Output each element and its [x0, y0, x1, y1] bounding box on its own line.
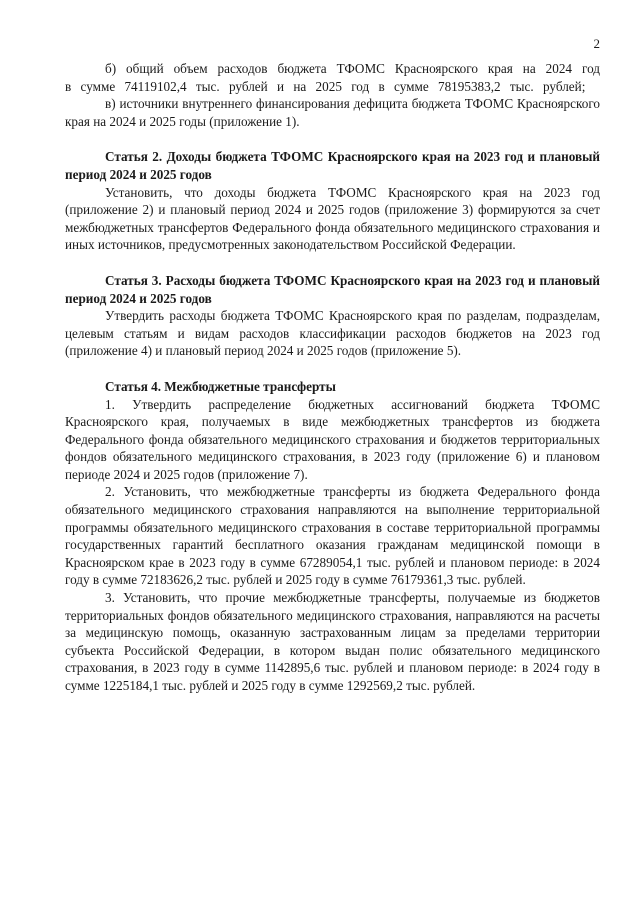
article-4-paragraph-2: 2. Установить, что межбюджетные трансферты из бюджета Федерального фонда обязательного медицинского страхования направляются на выполнение территориальной программы обязательного медицинского страхования в составе территориальной программы государственных гарантий бесплатного оказания гражданам медицинской помощи в Красноярском крае в 2023 году в сумме 67289054,1 тыс. рублей и плановом периоде: в 2024 году в сумме 72183626,2 тыс. рублей и 2025 году в сумме 76179361,3 тыс. рублей. [65, 484, 600, 588]
document-body [65, 60, 600, 695]
article-4 [65, 378, 600, 695]
article-4-paragraph-1: 1. Утвердить распределение бюджетных ассигнований бюджета ТФОМС Красноярского края, получаемых в виде межбюджетных трансфертов из бюджета Федерального фонда обязательного медицинского страхования и бюджетов территориальных фондов обязательного медицинского страхования, в 2023 году (приложение 6) и плановом периоде 2024 и 2025 годов (приложение 7). [65, 396, 600, 482]
intro-item-b: б) общий объем расходов бюджета ТФОМС Красноярского края на 2024 год в сумме 74119102,4 тыс. рублей и на 2025 год в сумме 78195383,2 тыс. рублей; [65, 61, 600, 94]
article-2-paragraph: Установить, что доходы бюджета ТФОМС Красноярского края на 2023 год (приложение 2) и плановый период 2024 и 2025 годов (приложение 3) формируются за счет межбюджетных трансфертов Федерального фонда обязательного медицинского страхования и иных источников, предусмотренных законодательством Российской Федерации. [65, 184, 600, 253]
article-2-title: Статья 2. Доходы бюджета ТФОМС Красноярского края на 2023 год и плановый период 2024 и 2025 годов [65, 149, 600, 182]
article-4-title: Статья 4. Межбюджетные трансферты [105, 378, 336, 394]
article-2 [65, 148, 600, 254]
page-number: 2 [593, 36, 600, 51]
article-4-paragraph-3: 3. Установить, что прочие межбюджетные трансферты, получаемые из бюджетов территориальных фондов обязательного медицинского страхования, направляются на расчеты за медицинскую помощь, оказанную застрахованным лицам за пределами территории субъекта Российской Федерации, в котором выдан полис обязательного медицинского страхования, в 2023 году в сумме 1142895,6 тыс. рублей и плановом периоде: в 2024 году в сумме 1225184,1 тыс. рублей и 2025 году в сумме 1292569,2 тыс. рублей. [65, 590, 600, 693]
article-3-title: Статья 3. Расходы бюджета ТФОМС Красноярского края на 2023 год и плановый период 2024 и 2025 годов [65, 272, 600, 306]
article-3-paragraph: Утвердить расходы бюджета ТФОМС Красноярского края по разделам, подразделам, целевым статьям и видам расходов классификации расходов бюджетов на 2023 год (приложение 4) и плановый период 2024 и 2025 годов (приложение 5). [65, 308, 600, 359]
intro-item-v: в) источники внутреннего финансирования дефицита бюджета ТФОМС Красноярского края на 2024 и 2025 годы (приложение 1). [65, 96, 600, 129]
article-3 [65, 272, 600, 360]
